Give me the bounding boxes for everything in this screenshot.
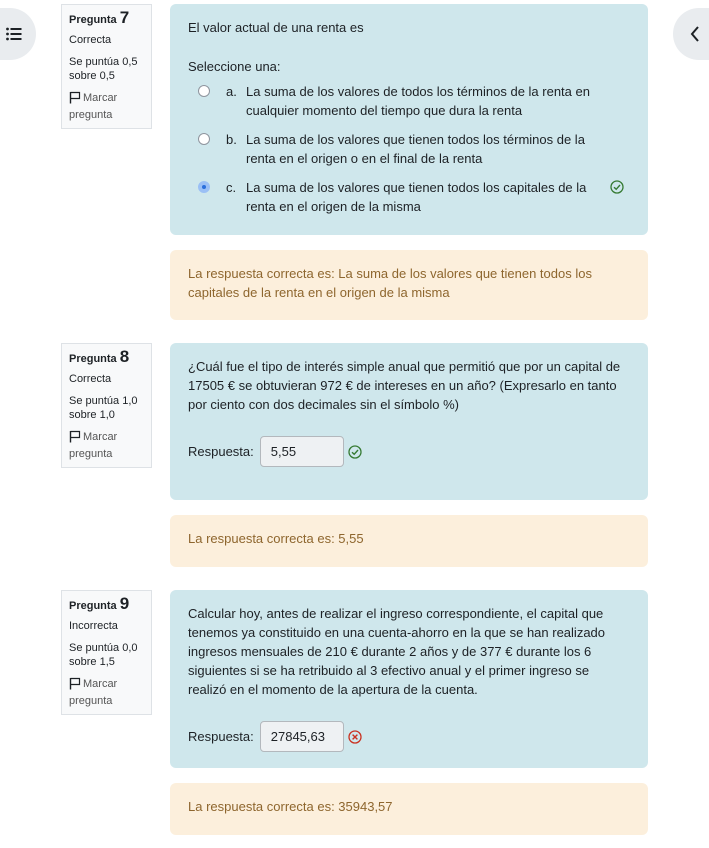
- response-row: [188, 436, 630, 467]
- flag-sub-label: pregunta: [69, 695, 113, 707]
- answer-option-c[interactable]: [188, 178, 630, 216]
- incorrect-x-icon: [348, 730, 362, 744]
- drawer-toggle-button[interactable]: [0, 8, 36, 60]
- question-number-value: 9: [119, 594, 130, 613]
- option-letter: c.: [226, 180, 237, 195]
- question-grade: Se puntúa 1,0 sobre 1,0: [69, 395, 138, 421]
- question-text: Calcular hoy, antes de realizar el ingreso correspondiente, el capital que tenemos ya constituido en una cuenta-ahorro en la que se han realizado ingresos mensuales de 210 € durante 2 años y de 377 € durante los 6 siguientes si se ha retribuido al 3 efectivo anual y el primer ingreso se realizó en el momento de la apertura de la cuenta.: [188, 606, 606, 697]
- question-state: Correcta: [69, 34, 112, 46]
- correct-check-icon: [348, 445, 362, 459]
- question-grade: Se puntúa 0,5 sobre 0,5: [69, 56, 138, 82]
- question-grade: Se puntúa 0,0 sobre 1,5: [69, 642, 138, 668]
- question-number-value: 8: [119, 347, 130, 366]
- question-formulation-8: [170, 343, 648, 500]
- question-info-8: [61, 343, 152, 468]
- option-letter: a.: [226, 84, 237, 99]
- right-answer-text: La respuesta correcta es: La suma de los valores que tienen todos los capitales de la renta en el origen de la misma: [188, 266, 592, 300]
- option-letter: b.: [226, 132, 237, 147]
- response-input[interactable]: 27845,63: [260, 721, 344, 752]
- chevron-left-icon: [690, 26, 700, 42]
- feedback-9: [170, 783, 648, 835]
- answer-option-b[interactable]: [188, 130, 630, 168]
- option-text: La suma de los valores de todos los términos de la renta en cualquier momento del tiempo que dura la renta: [246, 84, 590, 118]
- feedback-7: [170, 250, 648, 320]
- feedback-8: [170, 515, 648, 567]
- question-state: Incorrecta: [69, 620, 118, 632]
- flag-label: Marcar: [83, 678, 118, 690]
- question-label: Pregunta: [69, 14, 117, 26]
- response-row: [188, 721, 630, 752]
- question-state: Correcta: [69, 373, 112, 385]
- answer-prompt: Seleccione una:: [188, 59, 281, 74]
- question-number-value: 7: [119, 8, 130, 27]
- question-formulation-7: [170, 4, 648, 235]
- right-answer-text: La respuesta correcta es: 35943,57: [188, 799, 393, 814]
- flag-icon: [69, 91, 81, 108]
- question-label: Pregunta: [69, 353, 117, 365]
- flag-question-link[interactable]: [69, 430, 145, 447]
- right-answer-text: La respuesta correcta es: 5,55: [188, 531, 364, 546]
- question-label: Pregunta: [69, 600, 117, 612]
- flag-icon: [69, 677, 81, 694]
- flag-sub-label: pregunta: [69, 109, 113, 121]
- question-text: ¿Cuál fue el tipo de interés simple anual que permitió que por un capital de 17505 € se obtuvieran 972 € de intereses en un año? (Expresarlo en tanto por ciento con dos decimales sin el símbolo %): [188, 359, 621, 412]
- radio-button[interactable]: [198, 85, 210, 97]
- flag-icon: [69, 430, 81, 447]
- question-number: [69, 347, 145, 366]
- question-number: [69, 594, 145, 613]
- question-formulation-9: [170, 590, 648, 768]
- flag-question-link[interactable]: [69, 91, 145, 108]
- question-info-7: [61, 4, 152, 129]
- option-text: La suma de los valores que tienen todos los términos de la renta en el origen o en el final de la renta: [246, 132, 585, 166]
- answer-option-a[interactable]: [188, 82, 630, 120]
- response-label: Respuesta:: [188, 444, 254, 459]
- question-info-9: [61, 590, 152, 715]
- quiz-nav-toggle-button[interactable]: [673, 8, 709, 60]
- list-icon: [6, 27, 22, 41]
- correct-check-icon: [610, 180, 624, 199]
- flag-label: Marcar: [83, 431, 118, 443]
- response-label: Respuesta:: [188, 729, 254, 744]
- flag-sub-label: pregunta: [69, 448, 113, 460]
- question-text: El valor actual de una renta es: [188, 20, 364, 35]
- response-input[interactable]: 5,55: [260, 436, 344, 467]
- option-text: La suma de los valores que tienen todos los capitales de la renta en el origen de la misma: [246, 180, 587, 214]
- flag-label: Marcar: [83, 92, 118, 104]
- radio-button-selected[interactable]: [198, 181, 210, 193]
- radio-button[interactable]: [198, 133, 210, 145]
- question-number: [69, 8, 145, 27]
- flag-question-link[interactable]: [69, 677, 145, 694]
